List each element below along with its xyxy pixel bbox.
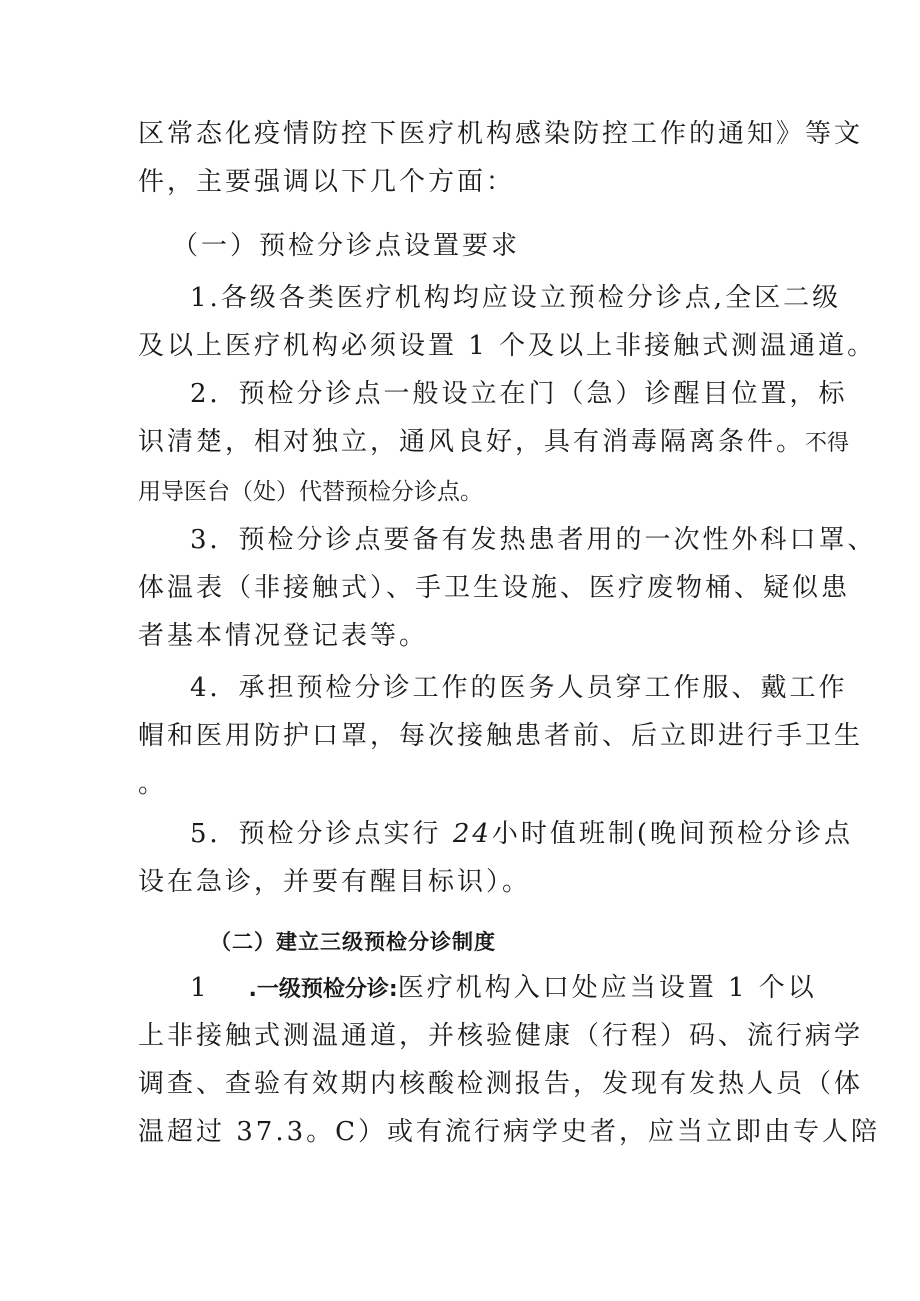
- section-heading-2: （二）建立三级预检分诊制度: [210, 930, 496, 954]
- paragraph-line: 体温表（非接触式）、手卫生设施、医疗废物桶、疑似患: [138, 573, 851, 603]
- paragraph-line: [190, 818, 853, 850]
- paragraph-line: 3．预检分诊点要备有发热患者用的一次性外科口罩、: [190, 525, 877, 555]
- section-heading-1: （一）预检分诊点设置要求: [172, 231, 521, 261]
- paragraph-line: 调查、查验有效期内核酸检测报告，发现有发热人员（体: [138, 1069, 864, 1099]
- paragraph-line: 件，主要强调以下几个方面：: [138, 167, 516, 197]
- paragraph-text: 5．预检分诊点实行: [190, 819, 442, 849]
- paragraph-text-sans: 不得: [805, 431, 850, 456]
- paragraph-line: 者基本情况登记表等。: [138, 621, 429, 651]
- paragraph-line: 及以上医疗机构必须设置 1 个及以上非接触式测温通道。: [138, 331, 877, 361]
- paragraph-line: 4．承担预检分诊工作的医务人员穿工作服、戴工作: [190, 673, 848, 703]
- paragraph-line: 2．预检分诊点一般设立在门（急）诊醒目位置，标: [190, 379, 848, 409]
- paragraph-line: 。: [138, 769, 168, 799]
- paragraph-text: 小时值班制(晚间预检分诊点: [491, 819, 854, 849]
- paragraph-line: 上非接触式测温通道，并核验健康（行程）码、流行病学: [138, 1021, 864, 1051]
- paragraph-line: 区常态化疫情防控下医疗机构感染防控工作的通知》等文: [138, 119, 864, 149]
- paragraph-line: 1.各级各类医疗机构均应设立预检分诊点,全区二级: [190, 283, 842, 313]
- paragraph-line: 设在急诊，并要有醒目标识）。: [138, 867, 532, 897]
- paragraph-text: 识清楚，相对独立，通风良好，具有消毒隔离条件。: [138, 427, 806, 457]
- paragraph-line: [138, 426, 849, 460]
- item-label-bold: .一级预检分诊:: [248, 977, 398, 1002]
- paragraph-text: 医疗机构入口处应当设置 1 个以: [397, 973, 817, 1003]
- paragraph-line: [190, 972, 817, 1006]
- paragraph-line: 帽和医用防护口罩，每次接触患者前、后立即进行手卫生: [138, 721, 864, 751]
- item-number: 1: [190, 973, 219, 1003]
- paragraph-line: 温超过 37.3。C）或有流行病学史者，应当立即由专人陪: [138, 1117, 881, 1147]
- hours-number: 24: [452, 819, 492, 849]
- paragraph-line: 用导医台（处）代替预检分诊点。: [138, 479, 483, 505]
